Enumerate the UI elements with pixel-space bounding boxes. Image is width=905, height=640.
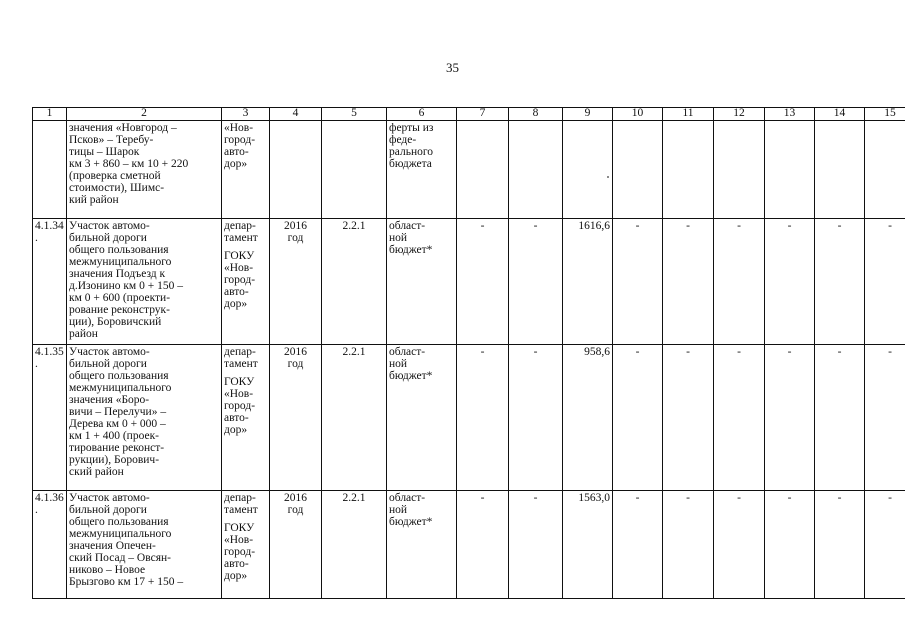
cell-c11: - bbox=[663, 491, 714, 599]
cell-c9: 1616,6 bbox=[563, 219, 613, 345]
column-header: 13 bbox=[765, 108, 815, 121]
cell-c9: 1563,0 bbox=[563, 491, 613, 599]
cell-source: област- ной бюджет* bbox=[387, 345, 457, 491]
cell-c10 bbox=[613, 121, 663, 219]
cell-c7: - bbox=[457, 491, 509, 599]
cell-code: 2.2.1 bbox=[322, 491, 387, 599]
column-header: 6 bbox=[387, 108, 457, 121]
column-header: 9 bbox=[563, 108, 613, 121]
cell-executor: депар- тамент ГОКУ «Нов- город- авто- дор» bbox=[222, 491, 270, 599]
column-header: 12 bbox=[714, 108, 765, 121]
cell-code bbox=[322, 121, 387, 219]
cell-year: 2016 год bbox=[270, 219, 322, 345]
column-header: 7 bbox=[457, 108, 509, 121]
cell-year bbox=[270, 121, 322, 219]
cell-executor: депар- тамент ГОКУ «Нов- город- авто- дор» bbox=[222, 345, 270, 491]
table-row-continued bbox=[33, 121, 905, 219]
cell-source: ферты из феде- рального бюджета bbox=[387, 121, 457, 219]
cell-code: 2.2.1 bbox=[322, 219, 387, 345]
cell-c9 bbox=[563, 121, 613, 219]
cell-c14: - bbox=[815, 491, 865, 599]
cell-c14: - bbox=[815, 219, 865, 345]
column-header: 15 bbox=[865, 108, 905, 121]
cell-c11: - bbox=[663, 219, 714, 345]
cell-c12: - bbox=[714, 219, 765, 345]
cell-name: значения «Новгород – Псков» – Теребу- тицы – Шарок км 3 + 860 – км 10 + 220 (проверка сметной стоимости), Шимс- кий район bbox=[67, 121, 222, 219]
column-header: 14 bbox=[815, 108, 865, 121]
cell-c10: - bbox=[613, 491, 663, 599]
cell-source: област- ной бюджет* bbox=[387, 491, 457, 599]
cell-c8: - bbox=[509, 491, 563, 599]
cell-c14 bbox=[815, 121, 865, 219]
column-header: 4 bbox=[270, 108, 322, 121]
column-header: 5 bbox=[322, 108, 387, 121]
scan-speck bbox=[607, 176, 609, 178]
cell-c15: - bbox=[865, 491, 905, 599]
cell-c12: - bbox=[714, 491, 765, 599]
cell-num: 4.1.34. bbox=[33, 219, 67, 345]
cell-c13 bbox=[765, 121, 815, 219]
column-header: 2 bbox=[67, 108, 222, 121]
table-row bbox=[33, 345, 905, 491]
cell-c10: - bbox=[613, 345, 663, 491]
cell-c12: - bbox=[714, 345, 765, 491]
column-header: 1 bbox=[33, 108, 67, 121]
cell-c12 bbox=[714, 121, 765, 219]
cell-executor: депар- тамент ГОКУ «Нов- город- авто- дор» bbox=[222, 219, 270, 345]
cell-code: 2.2.1 bbox=[322, 345, 387, 491]
table-row bbox=[33, 219, 905, 345]
cell-year: 2016 год bbox=[270, 491, 322, 599]
cell-c11: - bbox=[663, 345, 714, 491]
cell-source: област- ной бюджет* bbox=[387, 219, 457, 345]
cell-executor: «Нов- город- авто- дор» bbox=[222, 121, 270, 219]
cell-c7: - bbox=[457, 219, 509, 345]
cell-c15 bbox=[865, 121, 905, 219]
cell-c8: - bbox=[509, 345, 563, 491]
program-table bbox=[32, 107, 905, 599]
page-number: 35 bbox=[446, 60, 459, 75]
table-row bbox=[33, 491, 905, 599]
cell-c13: - bbox=[765, 491, 815, 599]
cell-c7: - bbox=[457, 345, 509, 491]
cell-c13: - bbox=[765, 345, 815, 491]
cell-c10: - bbox=[613, 219, 663, 345]
cell-c13: - bbox=[765, 219, 815, 345]
cell-c15: - bbox=[865, 345, 905, 491]
cell-c15: - bbox=[865, 219, 905, 345]
column-header: 3 bbox=[222, 108, 270, 121]
cell-name: Участок автомо- бильной дороги общего пользования межмуниципального значения Опечен- ский Посад – Овсян- никово – Новое Брызгово км 17 + 150 – bbox=[67, 491, 222, 599]
cell-name: Участок автомо- бильной дороги общего пользования межмуниципального значения Подъезд к д.Изонино км 0 + 150 – км 0 + 600 (проекти- рование реконструк- ции), Боровичский район bbox=[67, 219, 222, 345]
cell-num: 4.1.35. bbox=[33, 345, 67, 491]
column-header: 8 bbox=[509, 108, 563, 121]
cell-c7 bbox=[457, 121, 509, 219]
column-header: 11 bbox=[663, 108, 714, 121]
cell-c14: - bbox=[815, 345, 865, 491]
cell-num: 4.1.36. bbox=[33, 491, 67, 599]
cell-name: Участок автомо- бильной дороги общего пользования межмуниципального значения «Боро- вичи – Перелучи» – Дерева км 0 + 000 – км 1 + 400 (проек- тирование реконст- рукции), Борович- ский район bbox=[67, 345, 222, 491]
cell-c8: - bbox=[509, 219, 563, 345]
cell-c8 bbox=[509, 121, 563, 219]
cell-c11 bbox=[663, 121, 714, 219]
column-number-row bbox=[33, 108, 905, 121]
cell-num bbox=[33, 121, 67, 219]
cell-c9: 958,6 bbox=[563, 345, 613, 491]
cell-year: 2016 год bbox=[270, 345, 322, 491]
column-header: 10 bbox=[613, 108, 663, 121]
